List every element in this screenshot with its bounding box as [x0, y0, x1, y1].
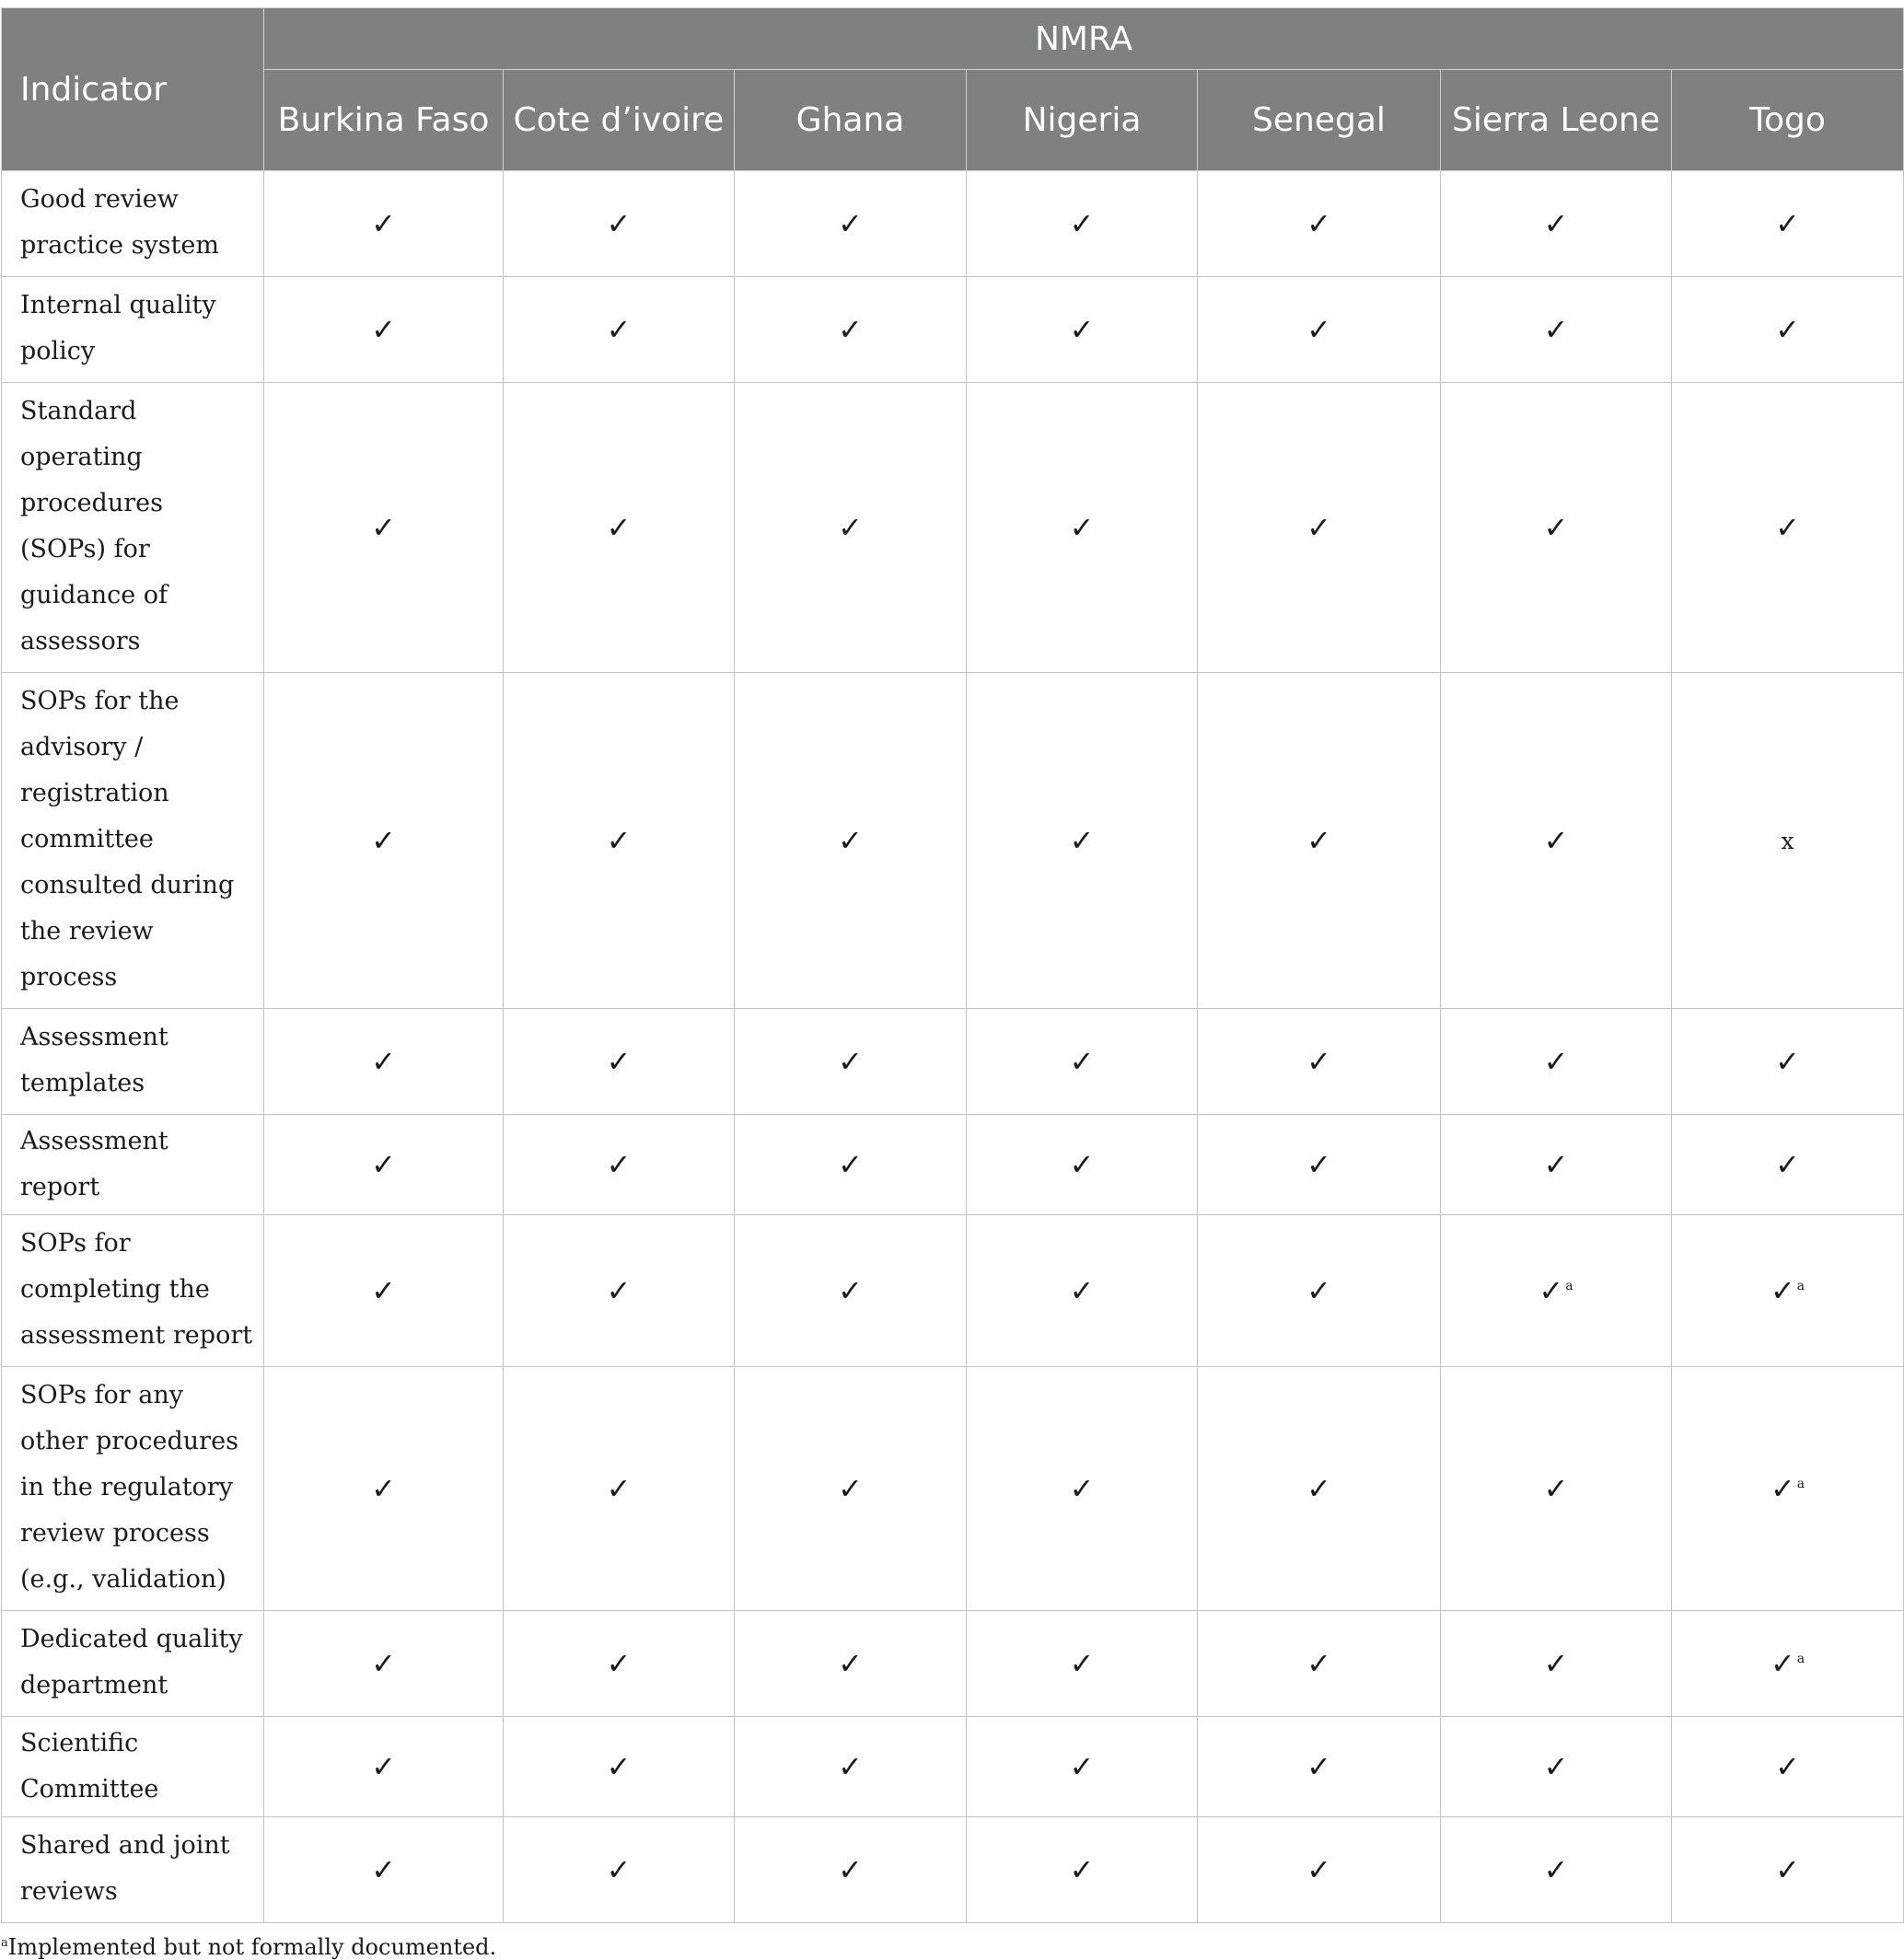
check-icon: ✓: [1069, 1471, 1095, 1506]
check-icon: ✓: [606, 1044, 632, 1079]
check-icon: ✓: [1069, 206, 1095, 241]
check-mark-cell: [504, 1215, 735, 1367]
table-row: [2, 277, 1904, 383]
check-mark-cell: [735, 1817, 967, 1923]
check-mark-cell: [1441, 171, 1672, 277]
check-mark-cell: [967, 1009, 1198, 1115]
country-header: Sierra Leone: [1441, 70, 1672, 171]
check-icon: ✓: [606, 1273, 632, 1308]
footnote-reference: a: [1796, 1477, 1805, 1492]
country-header: Ghana: [735, 70, 967, 171]
check-mark-cell: [504, 673, 735, 1009]
table-row: [2, 1367, 1904, 1611]
check-icon: ✓: [1306, 1147, 1331, 1182]
table-footnote: [0, 1934, 1904, 1960]
check-icon: ✓: [1543, 510, 1569, 545]
check-icon: ✓: [606, 510, 632, 545]
check-mark-cell: [264, 383, 504, 673]
check-mark-cell: [735, 1009, 967, 1115]
check-icon: ✓: [1069, 312, 1095, 347]
check-icon: ✓: [1775, 510, 1800, 545]
check-mark-cell: [504, 1115, 735, 1215]
table-row: [2, 1817, 1904, 1923]
cross-icon: x: [1781, 827, 1794, 854]
check-icon: ✓: [606, 312, 632, 347]
indicator-cell: SOPs for the advisory / registration committee consulted during the review process: [2, 673, 264, 1009]
indicator-cell: Assessment report: [2, 1115, 264, 1215]
check-mark-cell: [1198, 1215, 1441, 1367]
check-mark-cell: [1441, 1367, 1672, 1611]
check-icon: ✓: [1069, 1749, 1095, 1784]
check-icon: ✓: [1069, 823, 1095, 858]
check-icon: ✓: [1770, 1273, 1795, 1308]
check-icon: ✓: [371, 823, 396, 858]
check-mark-cell: [1441, 1115, 1672, 1215]
check-icon: ✓: [1069, 1147, 1095, 1182]
check-icon: ✓: [1069, 510, 1095, 545]
table-row: [2, 1611, 1904, 1717]
check-icon: ✓: [1543, 312, 1569, 347]
check-icon: ✓: [1306, 1044, 1331, 1079]
check-mark-cell: [967, 1115, 1198, 1215]
indicator-cell: Assessment templates: [2, 1009, 264, 1115]
check-icon: ✓: [371, 1646, 396, 1681]
footnote-marker: a: [1, 1936, 8, 1950]
check-icon: ✓: [838, 1852, 863, 1887]
check-mark-cell: [1441, 383, 1672, 673]
table-row: [2, 1215, 1904, 1367]
check-icon: ✓: [838, 1471, 863, 1506]
country-header: Burkina Faso: [264, 70, 504, 171]
indicator-cell: Shared and joint reviews: [2, 1817, 264, 1923]
check-icon: ✓: [838, 1749, 863, 1784]
check-mark-cell: [504, 277, 735, 383]
footnote-reference: a: [1565, 1279, 1573, 1294]
nmra-group-header: NMRA: [264, 8, 1904, 70]
check-mark-cell: [1441, 673, 1672, 1009]
nmra-indicator-table: [1, 7, 1904, 1923]
check-mark-cell: [1198, 1009, 1441, 1115]
check-mark-cell: [1672, 1817, 1904, 1923]
check-mark-cell: [1198, 1817, 1441, 1923]
check-icon: ✓: [838, 1646, 863, 1681]
check-icon: ✓: [1775, 1749, 1800, 1784]
indicator-cell: Scientific Committee: [2, 1717, 264, 1817]
check-icon: ✓: [1543, 1852, 1569, 1887]
check-mark-cell: [1198, 277, 1441, 383]
check-icon: ✓: [1069, 1273, 1095, 1308]
check-mark-cell: [967, 1817, 1198, 1923]
check-mark-cell: [1441, 277, 1672, 383]
check-mark-cell: [264, 1115, 504, 1215]
check-icon: ✓: [1306, 1646, 1331, 1681]
check-icon: ✓: [1543, 1646, 1569, 1681]
check-icon: ✓: [1306, 1749, 1331, 1784]
check-mark-cell: [504, 1611, 735, 1717]
check-icon: ✓: [1543, 1147, 1569, 1182]
check-icon: ✓: [606, 1852, 632, 1887]
check-mark-cell: [504, 1717, 735, 1817]
check-mark-cell: [967, 1611, 1198, 1717]
check-mark-cell: [264, 1009, 504, 1115]
check-mark-cell: [504, 1817, 735, 1923]
indicator-cell: Dedicated quality department: [2, 1611, 264, 1717]
check-mark-cell: [1672, 383, 1904, 673]
country-header: Senegal: [1198, 70, 1441, 171]
indicator-column-header: Indicator: [2, 8, 264, 171]
check-icon: ✓: [838, 312, 863, 347]
check-icon: ✓: [838, 823, 863, 858]
check-mark-cell: [967, 383, 1198, 673]
check-icon: ✓: [838, 206, 863, 241]
check-icon: ✓: [1069, 1044, 1095, 1079]
check-icon: ✓: [371, 1273, 396, 1308]
check-mark-cell: [504, 1367, 735, 1611]
check-icon: ✓: [1306, 312, 1331, 347]
check-mark-cell: [1441, 1817, 1672, 1923]
indicator-cell: SOPs for any other procedures in the regulatory review process (e.g., validation): [2, 1367, 264, 1611]
footnote-reference: a: [1796, 1279, 1805, 1294]
check-mark-cell: [1672, 1115, 1904, 1215]
check-icon: ✓: [606, 1471, 632, 1506]
check-mark-cell: [967, 673, 1198, 1009]
check-icon: ✓: [371, 510, 396, 545]
check-icon: ✓: [371, 1852, 396, 1887]
check-mark-cell: [264, 1611, 504, 1717]
check-mark-cell: [735, 1367, 967, 1611]
check-icon: ✓: [1770, 1646, 1795, 1681]
country-header: Cote d’ivoire: [504, 70, 735, 171]
check-icon: ✓: [1306, 510, 1331, 545]
check-icon: ✓: [1069, 1852, 1095, 1887]
check-mark-cell: [735, 1115, 967, 1215]
table-row: [2, 1717, 1904, 1817]
check-mark-cell: [504, 171, 735, 277]
check-mark-cell: [735, 171, 967, 277]
check-icon: ✓: [1775, 1044, 1800, 1079]
check-icon: ✓: [1543, 1044, 1569, 1079]
check-mark-cell: [735, 383, 967, 673]
check-mark-cell: [1441, 1009, 1672, 1115]
check-mark-cell: [1672, 1717, 1904, 1817]
check-mark-cell: [1198, 673, 1441, 1009]
indicator-cell: Internal quality policy: [2, 277, 264, 383]
check-icon: ✓: [838, 1273, 863, 1308]
check-icon: ✓: [371, 206, 396, 241]
check-mark-cell: [1672, 1367, 1904, 1611]
check-icon: ✓: [838, 1147, 863, 1182]
check-icon: ✓: [371, 1749, 396, 1784]
table-row: [2, 383, 1904, 673]
check-icon: ✓: [1543, 823, 1569, 858]
check-mark-cell: [264, 171, 504, 277]
indicator-cell: SOPs for completing the assessment report: [2, 1215, 264, 1367]
check-mark-cell: [264, 1717, 504, 1817]
cross-mark-cell: [1672, 673, 1904, 1009]
table-container: [0, 7, 1904, 1960]
check-mark-cell: [1672, 1009, 1904, 1115]
check-icon: ✓: [606, 206, 632, 241]
indicator-cell: Good review practice system: [2, 171, 264, 277]
check-icon: ✓: [1306, 1471, 1331, 1506]
check-icon: ✓: [1538, 1273, 1564, 1308]
check-mark-cell: [1198, 1367, 1441, 1611]
footnote-reference: a: [1796, 1652, 1805, 1667]
check-mark-cell: [1198, 1611, 1441, 1717]
check-icon: ✓: [1775, 1147, 1800, 1182]
check-mark-cell: [735, 673, 967, 1009]
check-icon: ✓: [1306, 823, 1331, 858]
check-mark-cell: [735, 1611, 967, 1717]
check-icon: ✓: [606, 823, 632, 858]
check-mark-cell: [504, 383, 735, 673]
check-mark-cell: [264, 1367, 504, 1611]
table-row: [2, 1115, 1904, 1215]
check-icon: ✓: [1543, 1749, 1569, 1784]
check-icon: ✓: [1770, 1471, 1795, 1506]
check-mark-cell: [1672, 1611, 1904, 1717]
check-icon: ✓: [1306, 1273, 1331, 1308]
country-header: Togo: [1672, 70, 1904, 171]
check-mark-cell: [1441, 1717, 1672, 1817]
table-row: [2, 673, 1904, 1009]
check-icon: ✓: [371, 1044, 396, 1079]
table-row: [2, 1009, 1904, 1115]
check-icon: ✓: [1306, 206, 1331, 241]
check-mark-cell: [1441, 1611, 1672, 1717]
check-icon: ✓: [1775, 312, 1800, 347]
check-mark-cell: [264, 1817, 504, 1923]
footnote-text: Implemented but not formally documented.: [7, 1934, 497, 1960]
check-mark-cell: [264, 277, 504, 383]
check-icon: ✓: [1775, 1852, 1800, 1887]
check-mark-cell: [735, 1717, 967, 1817]
check-mark-cell: [735, 1215, 967, 1367]
check-mark-cell: [967, 1215, 1198, 1367]
check-icon: ✓: [838, 510, 863, 545]
check-mark-cell: [967, 1717, 1198, 1817]
check-icon: ✓: [1069, 1646, 1095, 1681]
check-icon: ✓: [371, 1471, 396, 1506]
check-mark-cell: [1198, 1115, 1441, 1215]
indicator-cell: Standard operating procedures (SOPs) for guidance of assessors: [2, 383, 264, 673]
check-icon: ✓: [1543, 206, 1569, 241]
check-mark-cell: [264, 1215, 504, 1367]
check-icon: ✓: [371, 1147, 396, 1182]
check-icon: ✓: [1543, 1471, 1569, 1506]
check-mark-cell: [264, 673, 504, 1009]
check-mark-cell: [1672, 1215, 1904, 1367]
check-icon: ✓: [838, 1044, 863, 1079]
check-icon: ✓: [1775, 206, 1800, 241]
check-icon: ✓: [371, 312, 396, 347]
check-icon: ✓: [606, 1147, 632, 1182]
check-mark-cell: [1672, 171, 1904, 277]
check-mark-cell: [1198, 383, 1441, 673]
check-mark-cell: [504, 1009, 735, 1115]
check-mark-cell: [1198, 171, 1441, 277]
check-icon: ✓: [606, 1646, 632, 1681]
check-mark-cell: [967, 171, 1198, 277]
check-mark-cell: [1672, 277, 1904, 383]
check-mark-cell: [967, 277, 1198, 383]
check-mark-cell: [735, 277, 967, 383]
table-row: [2, 171, 1904, 277]
check-mark-cell: [967, 1367, 1198, 1611]
check-icon: ✓: [606, 1749, 632, 1784]
check-mark-cell: [1198, 1717, 1441, 1817]
check-icon: ✓: [1306, 1852, 1331, 1887]
check-mark-cell: [1441, 1215, 1672, 1367]
country-header: Nigeria: [967, 70, 1198, 171]
